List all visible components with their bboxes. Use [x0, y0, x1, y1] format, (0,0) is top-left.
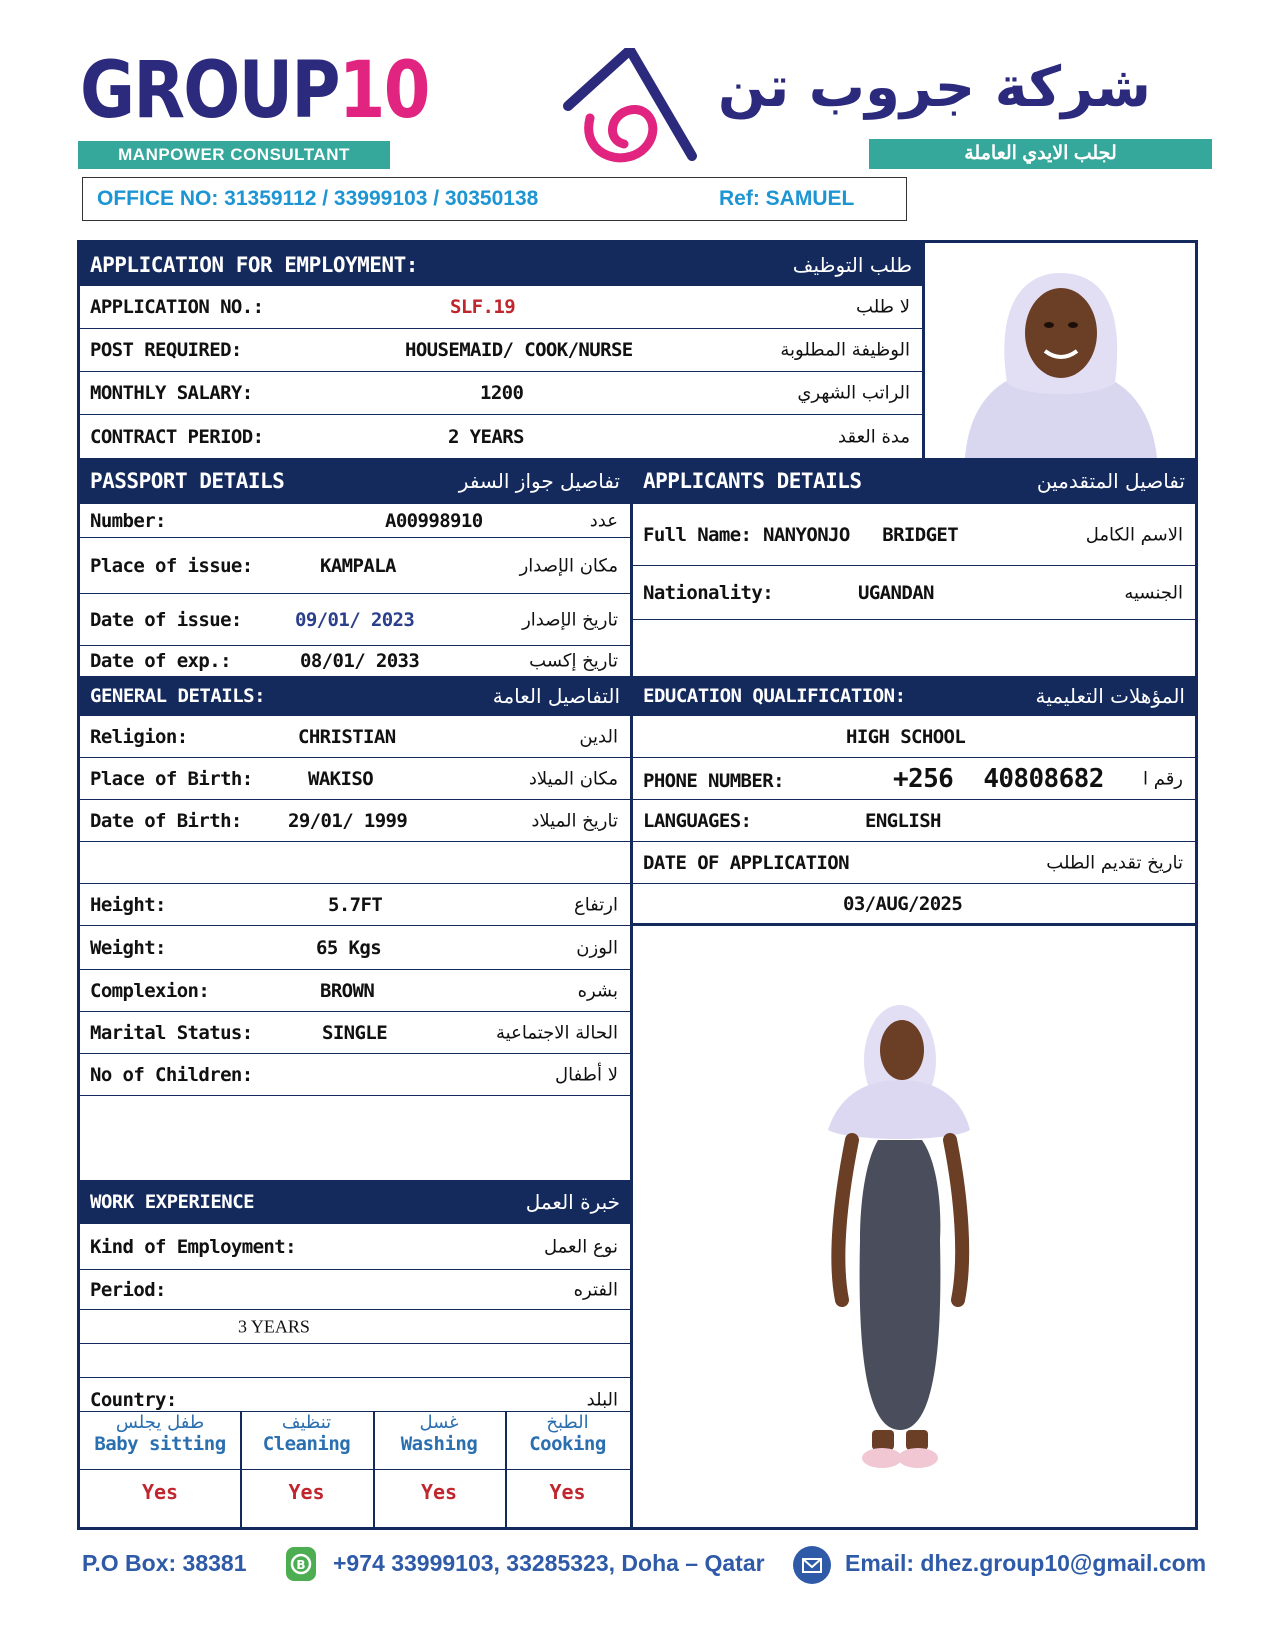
education-title: EDUCATION QUALIFICATION: — [643, 685, 906, 707]
label: Full Name: — [643, 523, 752, 546]
value: 09/01/ 2023 — [295, 608, 415, 631]
label-ar: لا طلب — [856, 296, 910, 318]
footer-phone: +974 33999103, 33285323, Doha – Qatar — [333, 1550, 765, 1576]
value: UGANDAN — [858, 581, 934, 604]
label-ar: البلد — [586, 1389, 618, 1411]
work-title: WORK EXPERIENCE — [90, 1191, 255, 1213]
label: Place of Birth: — [90, 767, 253, 790]
label: Height: — [90, 893, 166, 916]
value: NANYONJO BRIDGET — [763, 523, 959, 546]
office-numbers: OFFICE NO: 31359112 / 33999103 / 30350138 — [97, 187, 539, 210]
value: CHRISTIAN — [298, 725, 396, 748]
skills-divider — [240, 1412, 242, 1527]
label: Nationality: — [643, 581, 774, 604]
tagline-ar: لجلب الايدي العاملة — [869, 139, 1212, 169]
skill-cooking-value: Yes — [549, 1480, 586, 1504]
label: Date of exp.: — [90, 650, 231, 672]
label-ar: ارتفاع — [573, 894, 618, 915]
skill-cooking — [505, 1412, 630, 1455]
general-header — [80, 676, 630, 716]
skills-divider — [505, 1412, 507, 1527]
label: No of Children: — [90, 1063, 253, 1086]
label-ar: الفتره — [573, 1279, 618, 1300]
label: CONTRACT PERIOD: — [90, 425, 264, 448]
office-box — [82, 177, 907, 221]
row-blank — [80, 842, 630, 884]
value: 1200 — [480, 382, 524, 404]
label: Weight: — [90, 936, 166, 959]
label: Place of issue: — [90, 554, 253, 577]
tagline-en: MANPOWER CONSULTANT — [78, 141, 390, 169]
label-ar: مكان الإصدار — [519, 555, 618, 576]
label: Number: — [90, 509, 166, 532]
value: 03/AUG/2025 — [843, 892, 963, 915]
label-ar: الوظيفة المطلوبة — [780, 339, 910, 361]
skill-label: Baby sitting — [94, 1433, 226, 1455]
application-title: APPLICATION FOR EMPLOYMENT: — [90, 252, 418, 277]
row-blank-2 — [80, 1344, 630, 1378]
value: SINGLE — [322, 1021, 388, 1044]
label: Complexion: — [90, 979, 210, 1002]
label: Marital Status: — [90, 1021, 253, 1044]
row-date-of-birth — [80, 800, 630, 842]
label-ar: تاريخ إكسب — [529, 650, 618, 672]
footer-email: Email: dhez.group10@gmail.com — [845, 1550, 1207, 1576]
row-kind-of-employment — [80, 1224, 630, 1270]
skills-divider — [373, 1412, 375, 1527]
row-religion — [80, 716, 630, 758]
label: DATE OF APPLICATION — [643, 851, 849, 874]
value: A00998910 — [385, 509, 483, 532]
passport-header — [80, 458, 630, 504]
general-title-ar: التفاصيل العامة — [492, 684, 620, 708]
passport-title: PASSPORT DETAILS — [90, 469, 285, 493]
row-phone-number — [633, 758, 1195, 800]
applicant-title-ar: تفاصيل المتقدمين — [1036, 469, 1185, 493]
value: 29/01/ 1999 — [288, 809, 408, 832]
group10-logo: GROUP10 — [80, 46, 429, 136]
label-ar: الدين — [579, 726, 618, 747]
label: POST REQUIRED: — [90, 339, 242, 361]
email-icon — [793, 1546, 831, 1584]
skill-label-ar: طفل يجلس — [115, 1412, 205, 1433]
label: PHONE NUMBER: — [643, 770, 784, 792]
skill-baby-sitting-value: Yes — [141, 1480, 179, 1504]
label-ar: الوزن — [576, 937, 618, 958]
value: HOUSEMAID/ COOK/NURSE — [405, 339, 633, 361]
footer-pobox: P.O Box: 38381 — [82, 1550, 247, 1576]
skill-cleaning — [240, 1412, 373, 1455]
reference: Ref: SAMUEL — [719, 187, 855, 210]
row-monthly-salary — [80, 372, 922, 415]
row-contract-period — [80, 415, 922, 458]
company-emblem-icon — [560, 48, 700, 166]
applicant-full-photo — [800, 1000, 1000, 1490]
applicant-headshot — [925, 243, 1195, 458]
application-title-ar: طلب التوظيف — [792, 252, 912, 277]
label: LANGUAGES: — [643, 809, 752, 832]
label: Country: — [90, 1389, 177, 1411]
label-ar: الاسم الكامل — [1085, 524, 1183, 545]
education-title-ar: المؤهلات التعليمية — [1035, 684, 1185, 708]
value: 3 YEARS — [238, 1316, 310, 1336]
applicant-header — [633, 458, 1195, 504]
skill-label-ar: تنظيف — [281, 1412, 332, 1433]
label-ar: تاريخ الإصدار — [522, 609, 618, 630]
row-post-required — [80, 329, 922, 372]
row-full-name — [633, 504, 1195, 566]
skill-label: Washing — [400, 1433, 478, 1455]
work-header — [80, 1180, 630, 1224]
label-ar: مكان الميلاد — [528, 768, 618, 789]
skill-washing-value: Yes — [420, 1480, 458, 1504]
label-ar: نوع العمل — [544, 1236, 618, 1257]
row-application-no — [80, 286, 922, 329]
row-date-of-application — [633, 842, 1195, 884]
row-languages — [633, 800, 1195, 842]
headshot-image — [925, 243, 1195, 458]
passport-title-ar: تفاصيل جواز السفر — [458, 469, 620, 493]
label: Period: — [90, 1278, 166, 1301]
label-ar: لا أطفال — [555, 1064, 618, 1085]
skill-cleaning-value: Yes — [288, 1480, 325, 1504]
row-period — [80, 1270, 630, 1310]
value: HIGH SCHOOL — [846, 725, 966, 748]
row-education-value — [633, 716, 1195, 758]
row-application-date-value — [633, 884, 1195, 926]
education-header — [633, 676, 1195, 716]
label: MONTHLY SALARY: — [90, 382, 253, 404]
label-ar: الحالة الاجتماعية — [496, 1022, 618, 1043]
svg-text:B: B — [296, 1558, 306, 1572]
row-complexion — [80, 970, 630, 1012]
row-place-of-issue — [80, 538, 630, 594]
whatsapp-icon — [286, 1547, 316, 1581]
label: Date of issue: — [90, 608, 242, 631]
value: 2 YEARS — [448, 425, 524, 448]
value: ENGLISH — [865, 809, 941, 832]
skill-label-ar: غسل — [419, 1412, 459, 1433]
row-height — [80, 884, 630, 926]
value: SLF.19 — [450, 296, 516, 318]
row-nationality — [633, 566, 1195, 620]
value: WAKISO — [308, 767, 374, 790]
label-ar: عدد — [589, 510, 618, 531]
label-ar: رقم ا — [1143, 768, 1183, 789]
logo-arabic: شركة جروب تن — [717, 55, 1151, 120]
application-header — [80, 243, 922, 286]
label-ar: الراتب الشهري — [797, 382, 910, 404]
row-date-of-expiry — [80, 646, 630, 676]
skill-label-ar: الطبخ — [546, 1412, 589, 1433]
label: Religion: — [90, 725, 188, 748]
row-passport-number — [80, 504, 630, 538]
skill-baby-sitting — [80, 1412, 240, 1455]
label-ar: بشره — [577, 980, 618, 1001]
work-title-ar: خبرة العمل — [525, 1190, 620, 1214]
label-ar: الجنسيه — [1124, 582, 1183, 603]
skill-label: Cooking — [529, 1433, 606, 1455]
value: 5.7FT — [328, 893, 383, 916]
value: 08/01/ 2033 — [300, 650, 420, 672]
row-period-value — [80, 1310, 630, 1344]
applicant-title: APPLICANTS DETAILS — [643, 469, 862, 493]
row-place-of-birth — [80, 758, 630, 800]
full-body-image — [800, 1000, 1000, 1490]
row-country — [80, 1378, 630, 1412]
row-weight — [80, 926, 630, 970]
value: KAMPALA — [320, 554, 396, 577]
label-ar: تاريخ الميلاد — [531, 810, 618, 831]
value: +256 40808682 — [893, 763, 1104, 794]
value: 65 Kgs — [316, 936, 382, 959]
row-date-of-issue — [80, 594, 630, 646]
label: Date of Birth: — [90, 809, 242, 832]
row-no-of-children — [80, 1054, 630, 1096]
row-marital-status — [80, 1012, 630, 1054]
value: BROWN — [320, 979, 375, 1002]
skill-label: Cleaning — [262, 1433, 351, 1455]
label-ar: تاريخ تقديم الطلب — [1046, 852, 1183, 873]
general-title: GENERAL DETAILS: — [90, 685, 266, 707]
label-ar: مدة العقد — [838, 426, 910, 447]
skill-washing — [373, 1412, 505, 1455]
label: APPLICATION NO.: — [90, 296, 264, 318]
label: Kind of Employment: — [90, 1235, 296, 1258]
